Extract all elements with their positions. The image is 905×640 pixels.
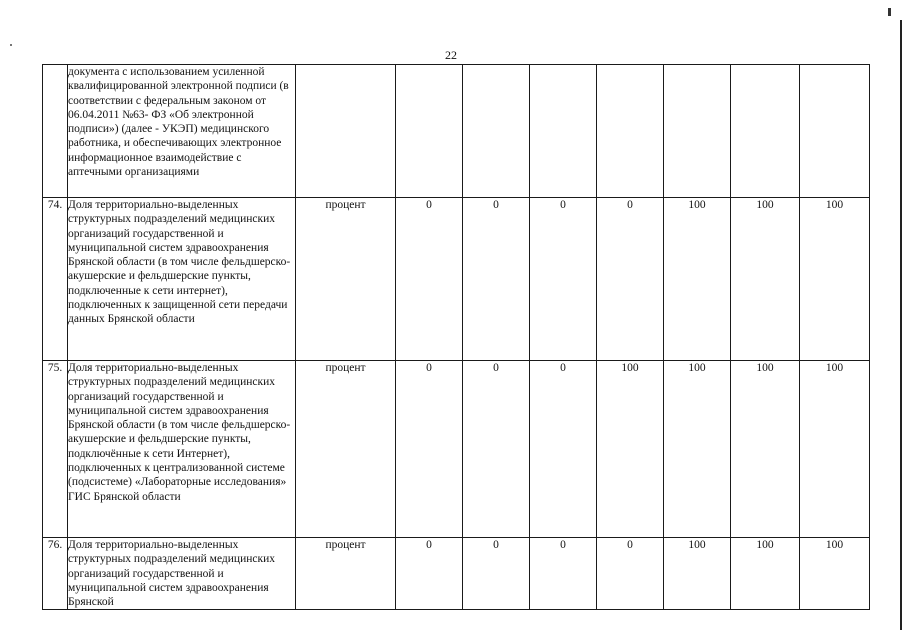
unit-cell [296, 65, 396, 198]
indicator-name: Доля территориально-выделенных структурных подразделений медицинских организаций государственной и муниципальной систем здравоохранения Брянской области (в том числе фельдшерско-акушерские и фельдшерские пункты, подключенные к сети интернет), подключенных к защищенной сети передачи данных Брянской области [68, 198, 296, 361]
indicator-name: Доля территориально-выделенных структурных подразделений медицинских организаций государственной и муниципальной систем здравоохранения Брянской [68, 538, 296, 610]
value-cell [530, 65, 597, 198]
value-cell: 100 [731, 198, 800, 361]
value-cell: 100 [731, 361, 800, 538]
value-cell: 100 [664, 198, 731, 361]
value-cell [731, 65, 800, 198]
value-cell: 0 [530, 198, 597, 361]
value-cell: 0 [396, 538, 463, 610]
value-cell [800, 65, 870, 198]
value-cell: 0 [463, 538, 530, 610]
value-cell: 100 [597, 361, 664, 538]
row-number: 74. [43, 198, 68, 361]
value-cell: 100 [731, 538, 800, 610]
table-row [43, 65, 870, 198]
value-cell: 0 [463, 198, 530, 361]
value-cell [396, 65, 463, 198]
value-cell: 100 [800, 198, 870, 361]
value-cell: 100 [664, 361, 731, 538]
scan-artifact [10, 44, 12, 46]
value-cell: 0 [597, 538, 664, 610]
row-number: 75. [43, 361, 68, 538]
row-number: 76. [43, 538, 68, 610]
indicators-table [42, 64, 870, 610]
value-cell: 0 [463, 361, 530, 538]
value-cell: 0 [597, 198, 664, 361]
indicator-name: Доля территориально-выделенных структурных подразделений медицинских организаций государственной и муниципальной систем здравоохранения Брянской области (в том числе фельдшерско-акушерские и фельдшерские пункты, подключённые к сети Интернет), подключенных к централизованной системе (подсистеме) «Лабораторные исследования» ГИС Брянской области [68, 361, 296, 538]
value-cell [597, 65, 664, 198]
value-cell: 0 [396, 361, 463, 538]
value-cell: 100 [800, 538, 870, 610]
page-number: 22 [445, 48, 457, 62]
scan-edge-line [900, 20, 902, 630]
unit-cell: процент [296, 198, 396, 361]
value-cell: 0 [396, 198, 463, 361]
table-row [43, 361, 870, 538]
value-cell [463, 65, 530, 198]
table-row [43, 538, 870, 610]
indicator-name: документа с использованием усиленной квалифицированной электронной подписи (в соответствии с федеральным законом от 06.04.2011 №63- ФЗ «Об электронной подписи») (далее - УКЭП) медицинского работника, и обеспечивающих электронное информационное взаимодействие с аптечными организациями [68, 65, 296, 198]
row-number [43, 65, 68, 198]
scan-artifact [888, 8, 891, 16]
value-cell: 100 [800, 361, 870, 538]
value-cell: 100 [664, 538, 731, 610]
value-cell [664, 65, 731, 198]
table-row [43, 198, 870, 361]
unit-cell: процент [296, 361, 396, 538]
value-cell: 0 [530, 361, 597, 538]
unit-cell: процент [296, 538, 396, 610]
value-cell: 0 [530, 538, 597, 610]
